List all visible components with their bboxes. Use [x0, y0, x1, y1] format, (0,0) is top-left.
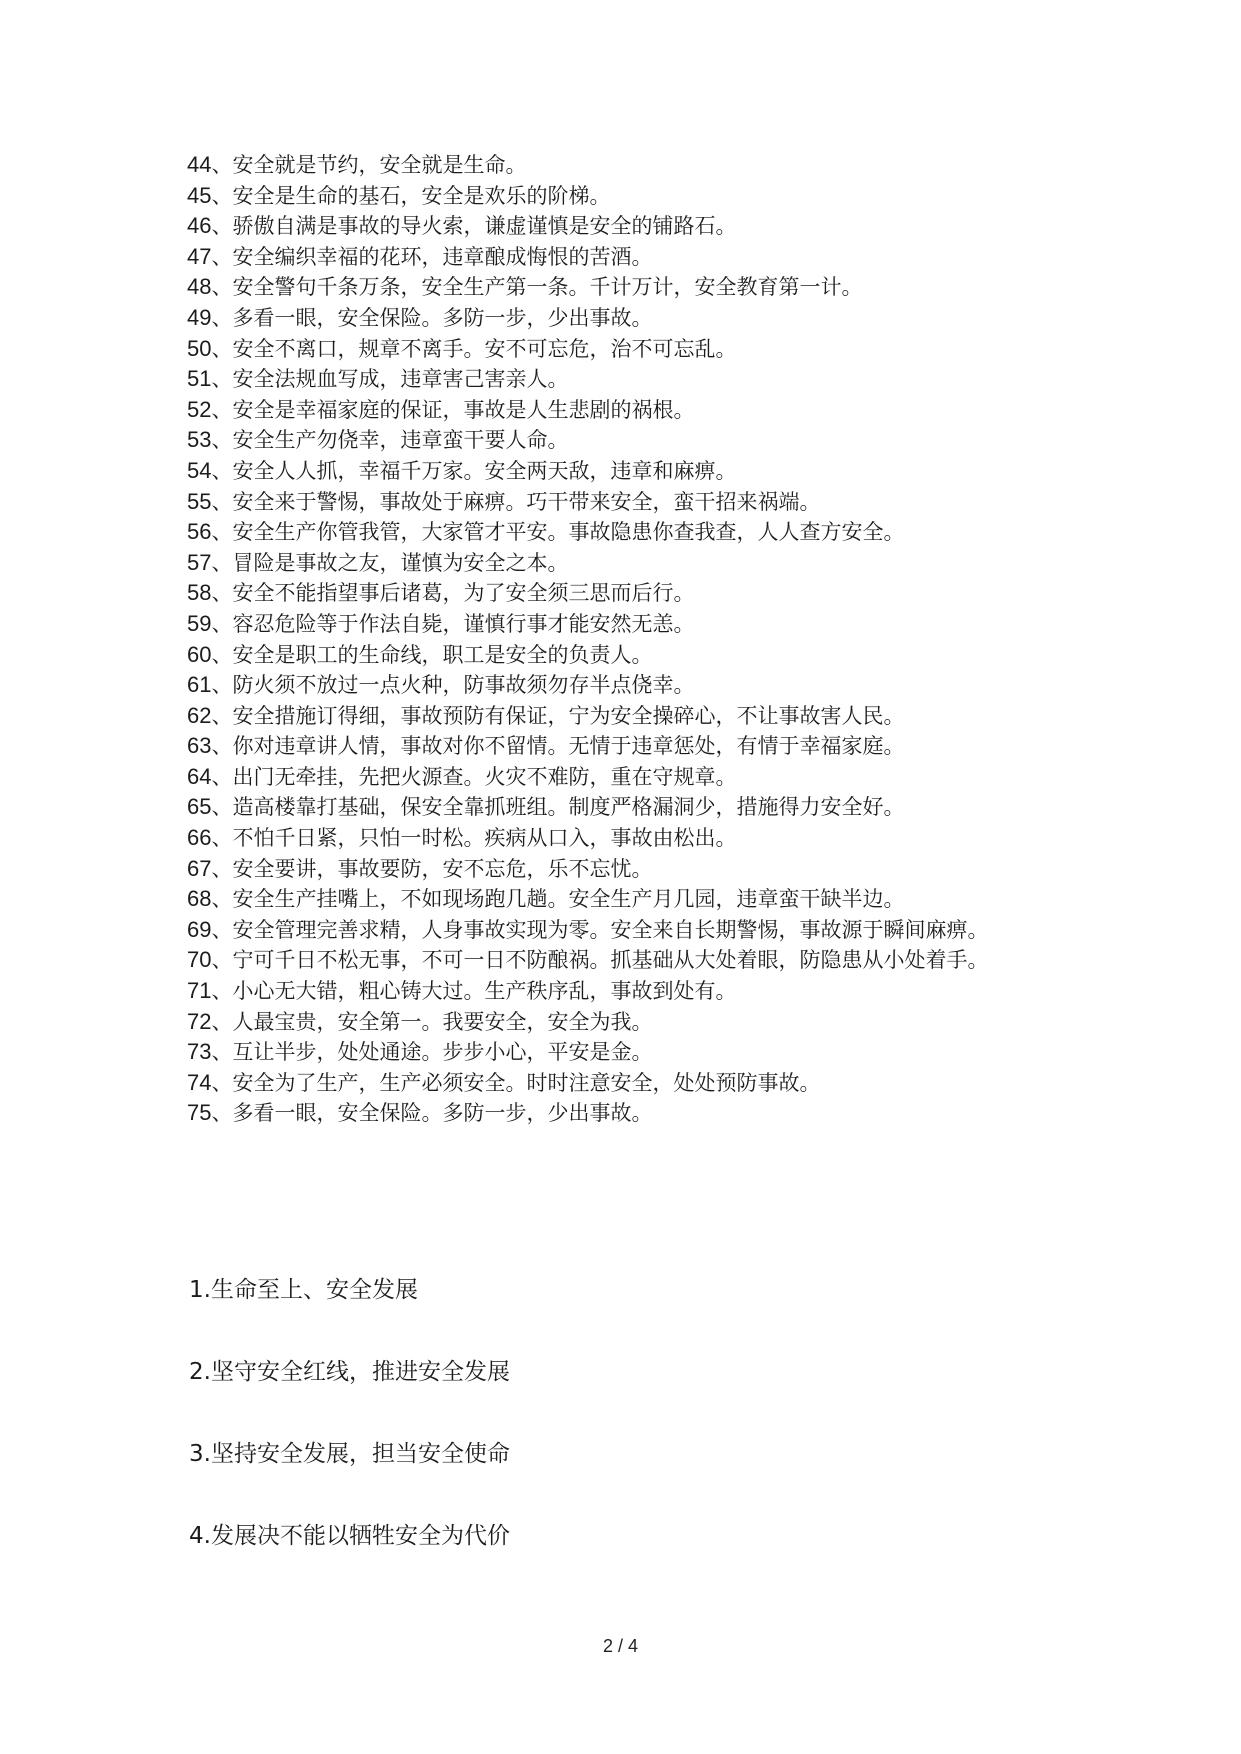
slogan-item — [187, 334, 1057, 365]
slogan-number: 49 — [187, 304, 212, 330]
theme-item: 2.坚守安全红线，推进安全发展 — [189, 1359, 510, 1385]
slogan-number: 47 — [187, 243, 212, 269]
slogan-number: 52 — [187, 396, 212, 422]
theme-item: 1.生命至上、安全发展 — [189, 1277, 418, 1303]
slogan-item — [187, 150, 1057, 181]
slogan-item — [187, 884, 1057, 915]
slogan-text: 、安全生产你管我管，大家管才平安。事故隐患你查我查，人人查方安全。 — [211, 520, 905, 545]
slogan-number: 56 — [187, 519, 212, 545]
slogan-text: 、容忍危险等于作法自毙，谨慎行事才能安然无恙。 — [211, 611, 695, 636]
slogan-text: 、安全生产挂嘴上，不如现场跑几趟。安全生产月几园，违章蛮干缺半边。 — [211, 887, 905, 912]
slogan-item — [187, 242, 1057, 273]
slogan-text: 、安全管理完善求精，人身事故实现为零。安全来自长期警惕，事故源于瞬间麻痹。 — [211, 917, 989, 942]
slogan-text: 、宁可千日不松无事，不可一日不防酿祸。抓基础从大处着眼，防隐患从小处着手。 — [211, 948, 989, 973]
slogan-text: 、安全为了生产，生产必须安全。时时注意安全，处处预防事故。 — [211, 1070, 821, 1095]
slogan-item — [187, 945, 1057, 976]
slogan-item — [187, 762, 1057, 793]
slogan-text: 、安全来于警惕，事故处于麻痹。巧干带来安全，蛮干招来祸端。 — [211, 489, 821, 514]
slogan-number: 62 — [187, 702, 212, 728]
slogan-item — [187, 670, 1057, 701]
slogan-list — [187, 150, 1057, 1129]
slogan-item — [187, 425, 1057, 456]
slogan-item — [187, 303, 1057, 334]
slogan-item — [187, 701, 1057, 732]
slogan-number: 46 — [187, 213, 212, 239]
slogan-text: 、安全是职工的生命线，职工是安全的负责人。 — [211, 642, 653, 667]
slogan-item — [187, 272, 1057, 303]
slogan-number: 55 — [187, 488, 212, 514]
slogan-text: 、冒险是事故之友，谨慎为安全之本。 — [211, 550, 569, 575]
slogan-number: 57 — [187, 549, 212, 575]
slogan-item — [187, 211, 1057, 242]
slogan-text: 、安全不能指望事后诸葛，为了安全须三思而后行。 — [211, 581, 695, 606]
slogan-text: 、多看一眼，安全保险。多防一步，少出事故。 — [211, 305, 653, 330]
slogan-number: 70 — [187, 947, 212, 973]
slogan-text: 、安全人人抓，幸福千万家。安全两天敌，违章和麻痹。 — [211, 458, 737, 483]
slogan-number: 75 — [187, 1100, 212, 1126]
slogan-text: 、防火须不放过一点火种，防事故须勿存半点侥幸。 — [211, 673, 695, 698]
slogan-number: 68 — [187, 886, 212, 912]
slogan-item — [187, 792, 1057, 823]
slogan-text: 、出门无牵挂，先把火源查。火灾不难防，重在守规章。 — [211, 764, 737, 789]
slogan-text: 、安全要讲，事故要防，安不忘危，乐不忘忧。 — [211, 856, 653, 881]
slogan-text: 、多看一眼，安全保险。多防一步，少出事故。 — [211, 1101, 653, 1126]
slogan-text: 、安全就是节约，安全就是生命。 — [211, 153, 527, 177]
slogan-number: 74 — [187, 1069, 212, 1095]
slogan-number: 65 — [187, 794, 212, 820]
slogan-number: 72 — [187, 1008, 212, 1034]
slogan-item — [187, 517, 1057, 548]
slogan-text: 、不怕千日紧，只怕一时松。疾病从口入，事故由松出。 — [211, 826, 737, 851]
slogan-number: 64 — [187, 763, 212, 789]
slogan-number: 45 — [187, 182, 212, 208]
slogan-number: 51 — [187, 366, 212, 392]
slogan-text: 、安全编织幸福的花环，违章酿成悔恨的苦酒。 — [211, 244, 653, 269]
slogan-item — [187, 181, 1057, 212]
slogan-item — [187, 640, 1057, 671]
theme-item: 4.发展决不能以牺牲安全为代价 — [189, 1523, 510, 1549]
slogan-text: 、安全是生命的基石，安全是欢乐的阶梯。 — [211, 183, 611, 208]
slogan-item — [187, 609, 1057, 640]
slogan-number: 54 — [187, 457, 212, 483]
slogan-text: 、互让半步，处处通途。步步小心，平安是金。 — [211, 1040, 653, 1065]
slogan-item — [187, 854, 1057, 885]
slogan-number: 58 — [187, 580, 212, 606]
slogan-text: 、人最宝贵，安全第一。我要安全，安全为我。 — [211, 1009, 653, 1034]
slogan-item — [187, 487, 1057, 518]
slogan-number: 48 — [187, 274, 212, 300]
slogan-number: 44 — [187, 152, 212, 177]
slogan-text: 、安全不离口，规章不离手。安不可忘危，治不可忘乱。 — [211, 336, 737, 361]
slogan-text: 、安全警句千条万条，安全生产第一条。千计万计，安全教育第一计。 — [211, 275, 863, 300]
slogan-item — [187, 548, 1057, 579]
slogan-item — [187, 731, 1057, 762]
slogan-number: 61 — [187, 672, 212, 698]
slogan-text: 、骄傲自满是事故的导火索，谦虚谨慎是安全的铺路石。 — [211, 214, 737, 239]
slogan-number: 60 — [187, 641, 212, 667]
slogan-number: 66 — [187, 825, 212, 851]
slogan-text: 、安全生产勿侥幸，违章蛮干要人命。 — [211, 428, 569, 453]
theme-item: 3.坚持安全发展，担当安全使命 — [189, 1441, 510, 1467]
slogan-item — [187, 1007, 1057, 1038]
slogan-item — [187, 395, 1057, 426]
slogan-number: 73 — [187, 1039, 212, 1065]
slogan-number: 50 — [187, 335, 212, 361]
slogan-item — [187, 1098, 1057, 1129]
slogan-text: 、造高楼靠打基础，保安全靠抓班组。制度严格漏洞少，措施得力安全好。 — [211, 795, 905, 820]
slogan-text: 、你对违章讲人情，事故对你不留情。无情于违章惩处，有情于幸福家庭。 — [211, 734, 905, 759]
slogan-text: 、安全措施订得细，事故预防有保证，宁为安全操碎心，不让事故害人民。 — [211, 703, 905, 728]
slogan-text: 、小心无大错，粗心铸大过。生产秩序乱，事故到处有。 — [211, 979, 737, 1004]
slogan-number: 59 — [187, 610, 212, 636]
slogan-item — [187, 915, 1057, 946]
slogan-number: 67 — [187, 855, 212, 881]
slogan-text: 、安全是幸福家庭的保证，事故是人生悲剧的祸根。 — [211, 397, 695, 422]
slogan-item — [187, 976, 1057, 1007]
slogan-item — [187, 364, 1057, 395]
slogan-text: 、安全法规血写成，违章害己害亲人。 — [211, 367, 569, 392]
slogan-item — [187, 1068, 1057, 1099]
page-number: 2 / 4 — [602, 1636, 639, 1656]
slogan-number: 63 — [187, 733, 212, 759]
slogan-item — [187, 456, 1057, 487]
slogan-number: 53 — [187, 427, 212, 453]
theme-list — [189, 1273, 1059, 1601]
slogan-number: 69 — [187, 916, 212, 942]
slogan-number: 71 — [187, 978, 212, 1004]
slogan-item — [187, 823, 1057, 854]
slogan-item — [187, 1037, 1057, 1068]
slogan-item — [187, 578, 1057, 609]
